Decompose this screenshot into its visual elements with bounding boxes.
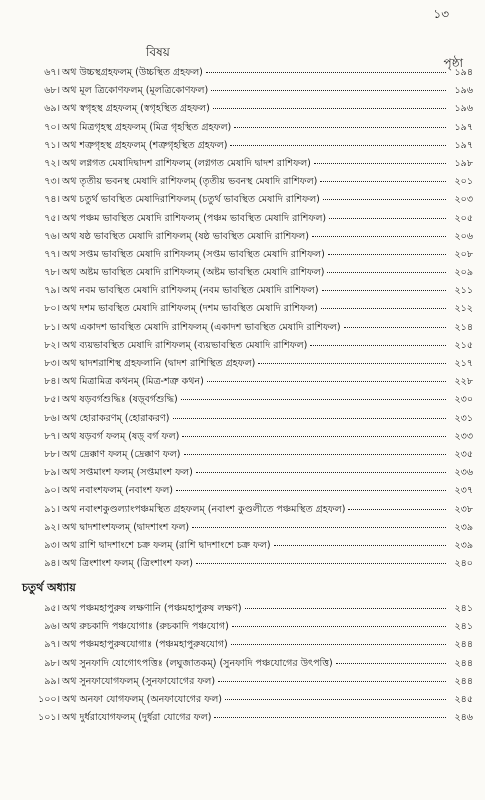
toc-entry bbox=[20, 675, 473, 693]
dot-leader bbox=[327, 272, 446, 273]
dot-leader bbox=[234, 127, 446, 128]
entry-number: ৯২। bbox=[44, 521, 60, 533]
entry-title: অথ একাদশ ভাবস্থিত মেষাদি রাশিফলম্‌ (একাদশ ভাবস্থিত মেষাদি রাশিফল) bbox=[62, 321, 341, 333]
entry-number: ৯০। bbox=[44, 485, 60, 497]
entry-title: অথ সুনফাদি যোগোৎপত্তিঃ (লঘুজাতকম্‌) (সুনফাদি পঞ্চযোগের উৎপত্তি) bbox=[62, 657, 333, 669]
entry-page: ২৪৪ bbox=[454, 657, 473, 669]
entry-page: ২০১ bbox=[454, 176, 473, 188]
dot-leader bbox=[182, 436, 446, 437]
entry-title: অথ ত্রিংশাংশ ফলম্‌ (ত্রিংশাংশ ফল) bbox=[62, 558, 193, 570]
toc-entry bbox=[20, 657, 473, 675]
entry-title: অথ ব্যয়ভাবস্থিত মেষাদি রাশিফলম্‌ (ব্যয়ভাবস্থিত মেষাদি রাশিফল) bbox=[62, 339, 308, 351]
entry-title: অথ মূল ত্রিকোণফলম্‌ (মূলত্রিকোণফল) bbox=[62, 85, 209, 97]
entry-title: অথ দ্বাদশরাশিস্থ গ্রহফলানি (দ্বাদশ রাশিস্থিত গ্রহফল) bbox=[62, 358, 256, 369]
entry-number: ৭৬। bbox=[44, 230, 60, 242]
entry-title: অথ রুচকাদি পঞ্চযোগাঃ (রুচকাদি পঞ্চযোগ) bbox=[62, 621, 229, 633]
entry-title: অথ চতুর্থ ভাবস্থিত মেষাদিরাশিফলম্‌ (চতুর্থ ভাবস্থিত মেষাদি রাশিফল) bbox=[62, 194, 320, 206]
entry-title: অথ ষড়বর্গ ফলম্‌ (ষড়্‌ বর্গ ফল) bbox=[62, 430, 180, 442]
toc-entry bbox=[20, 693, 473, 711]
entry-title: অথ নবম ভাবস্থিত মেষাদি রাশিফলম্‌ (নবম ভাবস্থিত মেষাদি রাশিফল) bbox=[62, 285, 319, 297]
dot-leader bbox=[181, 399, 446, 400]
dot-leader bbox=[274, 545, 446, 546]
entry-number: ৮১। bbox=[44, 321, 60, 333]
entry-page: ২০৮ bbox=[454, 248, 473, 260]
dot-leader bbox=[323, 199, 446, 200]
dot-leader bbox=[232, 626, 446, 627]
dot-leader bbox=[173, 418, 446, 419]
dot-leader bbox=[213, 108, 446, 109]
toc-entry bbox=[20, 393, 473, 411]
entry-page: ২১৭ bbox=[454, 358, 473, 369]
entry-page: ২৪০ bbox=[454, 558, 473, 570]
toc-entry bbox=[20, 157, 473, 175]
dot-leader bbox=[196, 472, 446, 473]
toc-entry bbox=[20, 448, 473, 466]
dot-leader bbox=[206, 72, 446, 73]
toc-entry bbox=[20, 212, 473, 230]
entry-number: ৭৪। bbox=[44, 194, 60, 206]
entry-number: ৮৫। bbox=[44, 394, 60, 406]
toc-entry bbox=[20, 321, 473, 339]
toc-entry bbox=[20, 430, 473, 448]
toc-entry bbox=[20, 711, 473, 729]
entry-title: অথ পঞ্চমহাপুরুষ লক্ষণানি (পঞ্চমহাপুরুষ লক্ষণ) bbox=[62, 603, 242, 614]
toc-entry bbox=[20, 230, 473, 248]
dot-leader bbox=[258, 363, 446, 364]
toc-list-a bbox=[20, 66, 473, 575]
entry-title: অথ স্বগৃহস্থ গ্রহফলম্‌ (স্বগৃহস্থিত গ্রহফল) bbox=[62, 103, 210, 115]
dot-leader bbox=[336, 663, 446, 664]
dot-leader bbox=[348, 509, 446, 510]
entry-number: ৯৬। bbox=[44, 621, 60, 633]
entry-number: ৯৮। bbox=[44, 657, 60, 669]
entry-number: ৬৭। bbox=[44, 67, 60, 78]
entry-page: ২৩৬ bbox=[454, 467, 473, 479]
entry-title: অথ ষষ্ঠ ভাবস্থিত মেষাদি রাশিফলম্‌ (ষষ্ঠ ভাবস্থিত মেষাদি রাশিফল) bbox=[62, 230, 309, 242]
dot-leader bbox=[207, 381, 446, 382]
entry-number: ৭৮। bbox=[44, 267, 60, 279]
entry-title: অথ সুনফাযোগফলম্‌ (সুনফাযোগের ফল) bbox=[62, 675, 216, 687]
dot-leader bbox=[184, 454, 446, 455]
dot-leader bbox=[312, 236, 446, 237]
entry-number: ৮০। bbox=[44, 303, 60, 315]
dot-leader bbox=[225, 699, 446, 700]
entry-number: ৭৭। bbox=[44, 248, 60, 260]
toc-entry bbox=[20, 84, 473, 102]
entry-number: ৯৫। bbox=[44, 603, 60, 614]
header-subject: বিষয় bbox=[146, 45, 170, 59]
toc-entry bbox=[20, 620, 473, 638]
entry-page: ২৩৯ bbox=[454, 521, 473, 533]
entry-title: অথ দুর্ধরাযোগফলম্‌ (দুর্ধরা যোগের ফল) bbox=[62, 712, 212, 724]
entry-number: ৭৩। bbox=[44, 176, 60, 188]
dot-leader bbox=[214, 717, 446, 718]
entry-page: ২০৬ bbox=[454, 230, 473, 242]
entry-page: ২৪১ bbox=[454, 621, 473, 633]
toc-entry bbox=[20, 248, 473, 266]
entry-page: ২৩৫ bbox=[454, 448, 473, 460]
entry-title: অথ ষড়বর্গশুদ্ধিঃ (ষড়্‌বর্গশুদ্ধি) bbox=[62, 394, 178, 406]
toc-entry bbox=[20, 484, 473, 502]
entry-title: অথ লগ্নগত মেষাদিদ্বাদশ রাশিফলম্‌ (লগ্নগত মেষাদি দ্বাদশ রাশিফল) bbox=[62, 157, 311, 169]
entry-title: অথ দ্রেক্কাণ ফলম্‌ (দ্রেক্কাণ ফল) bbox=[62, 448, 181, 460]
dot-leader bbox=[344, 327, 446, 328]
chapter-block bbox=[20, 578, 473, 598]
toc-entry bbox=[20, 557, 473, 575]
entry-title: অথ হোরাকরণম্‌ (হোরাকরণ) bbox=[62, 412, 170, 424]
dot-leader bbox=[245, 608, 446, 609]
entry-number: ১০১। bbox=[38, 712, 60, 724]
entry-title: অথ শত্রুগৃহস্থ গ্রহফলম্‌ (শত্রুগৃহস্থিত গ্রহফল) bbox=[62, 139, 228, 151]
entry-number: ৭৯। bbox=[44, 285, 60, 297]
dot-leader bbox=[218, 681, 446, 682]
toc-entry bbox=[20, 284, 473, 302]
entry-page: ২০৯ bbox=[454, 267, 473, 279]
entry-title: অথ মিত্রগৃহস্থ গ্রহফলম্‌ (মিত্র গৃহস্থিত গ্রহফল) bbox=[62, 121, 232, 133]
page-number: ১৩ bbox=[433, 7, 449, 21]
entry-number: ৮৯। bbox=[44, 467, 60, 479]
dot-leader bbox=[321, 308, 446, 309]
entry-page: ২১৫ bbox=[454, 339, 473, 351]
entry-number: ৭৫। bbox=[44, 212, 60, 224]
entry-page: ২৪৫ bbox=[454, 693, 473, 705]
dot-leader bbox=[211, 90, 446, 91]
entry-page: ২১২ bbox=[454, 303, 473, 315]
entry-page: ১৯৮ bbox=[454, 157, 473, 169]
toc-entry bbox=[20, 139, 473, 157]
entry-page: ১৯৭ bbox=[454, 121, 473, 133]
toc-entry bbox=[20, 266, 473, 284]
dot-leader bbox=[230, 145, 446, 146]
dot-leader bbox=[196, 563, 446, 564]
entry-number: ৯৭। bbox=[44, 639, 60, 651]
dot-leader bbox=[329, 218, 446, 219]
entry-title: অথ রাশি দ্বাদশাংশে চক্র ফলম্‌ (রাশি দ্বাদশাংশে চক্র ফল) bbox=[62, 539, 271, 551]
toc-entry bbox=[20, 602, 473, 620]
entry-page: ২৩০ bbox=[454, 394, 473, 406]
toc-entry bbox=[20, 412, 473, 430]
chapter-heading: চতুর্থ অধ্যায় bbox=[22, 581, 76, 594]
entry-title: অথ সপ্তমাংশ ফলম্‌ (সপ্তমাংশ ফল) bbox=[62, 467, 193, 479]
entry-number: ৮৩। bbox=[44, 358, 60, 369]
entry-title: অথ নবাংশকুণ্ডল্যাংপঞ্চমস্থিত গ্রহফলম্‌ (নবাংশ কুণ্ডলীতে পঞ্চমস্থিত গ্রহফল) bbox=[62, 503, 346, 515]
entry-page: ২৪৬ bbox=[454, 712, 473, 724]
entry-page: ২০৩ bbox=[454, 194, 473, 206]
toc-entry bbox=[20, 193, 473, 211]
dot-leader bbox=[322, 290, 446, 291]
entry-title: অথ উচ্চস্থগ্রহফলম্‌ (উচ্চস্থিত গ্রহফল) bbox=[62, 67, 203, 78]
entry-page: ২৩৩ bbox=[454, 430, 473, 442]
dot-leader bbox=[310, 345, 446, 346]
entry-number: ৮৮। bbox=[44, 448, 60, 460]
toc-entry bbox=[20, 375, 473, 393]
entry-number: ৭১। bbox=[44, 139, 60, 151]
dot-leader bbox=[320, 181, 446, 182]
entry-number: ৯৪। bbox=[44, 558, 60, 570]
entry-page: ২৩৯ bbox=[454, 539, 473, 551]
entry-title: অথ পঞ্চমহাপুরুষযোগাঃ (পঞ্চমহাপুরুষযোগ) bbox=[62, 639, 228, 651]
toc-entry bbox=[20, 121, 473, 139]
toc-entry bbox=[20, 339, 473, 357]
toc-entry bbox=[20, 302, 473, 320]
entry-number: ৭২। bbox=[44, 157, 60, 169]
dot-leader bbox=[192, 527, 446, 528]
toc-entry bbox=[20, 357, 473, 375]
entry-number: ৬৮। bbox=[44, 85, 60, 97]
entry-title: অথ সপ্তম ভাবস্থিত মেষাদি রাশিফলম্‌ (সপ্তম ভাবস্থিত মেষাদি রাশিফল) bbox=[62, 248, 325, 260]
entry-number: ৯৯। bbox=[44, 675, 60, 687]
toc-entry bbox=[20, 503, 473, 521]
entry-page: ২৩৮ bbox=[454, 503, 473, 515]
entry-number: ৮২। bbox=[44, 339, 60, 351]
entry-number: ৮৪। bbox=[44, 376, 60, 388]
toc-entry bbox=[20, 66, 473, 84]
toc-entry bbox=[20, 638, 473, 656]
dot-leader bbox=[176, 490, 446, 491]
entry-number: ১০০। bbox=[38, 693, 60, 705]
dot-leader bbox=[328, 254, 446, 255]
toc-entry bbox=[20, 521, 473, 539]
entry-page: ২১৪ bbox=[454, 321, 473, 333]
entry-page: ১৯৭ bbox=[454, 139, 473, 151]
entry-title: অথ মিত্রামিত্র কথনম্‌ (মিত্র-শত্রু কথন) bbox=[62, 376, 204, 388]
entry-title: অথ পঞ্চম ভাবস্থিত মেষাদি রাশিফলম্‌ (পঞ্চম ভাবস্থিত মেষাদি রাশিফল) bbox=[62, 212, 327, 224]
entry-number: ৭০। bbox=[44, 121, 60, 133]
dot-leader bbox=[314, 163, 446, 164]
entry-title: অথ দশম ভাবস্থিত মেষাদি রাশিফলম্‌ (দশম ভাবস্থিত মেষাদি রাশিফল) bbox=[62, 303, 318, 315]
entry-page: ২০৫ bbox=[454, 212, 473, 224]
entry-page: ২৩৭ bbox=[454, 485, 473, 497]
toc-entry bbox=[20, 466, 473, 484]
entry-page: ১৯৪ bbox=[454, 67, 473, 78]
entry-page: ২৩১ bbox=[454, 412, 473, 424]
toc-entry bbox=[20, 102, 473, 120]
entry-title: অথ অষ্টম ভাবস্থিত মেষাদি রাশিফলম্‌ (অষ্টম ভাবস্থিত মেষাদি রাশিফল) bbox=[62, 267, 325, 279]
entry-title: অথ অনফা যোগফলম্‌ (অনফাযোগের ফল) bbox=[62, 693, 223, 705]
entry-number: ৯১। bbox=[44, 503, 60, 515]
toc-list-b bbox=[20, 602, 473, 729]
toc-entry bbox=[20, 175, 473, 193]
dot-leader bbox=[231, 644, 446, 645]
entry-number: ৬৯। bbox=[44, 103, 60, 115]
entry-page: ২৪৪ bbox=[454, 639, 473, 651]
entry-page: ২২৮ bbox=[454, 376, 473, 388]
entry-title: অথ নবাংশফলম্‌ (নবাংশ ফল) bbox=[62, 485, 174, 497]
toc-entry bbox=[20, 539, 473, 557]
entry-title: অথ দ্বাদশাংশফলম্‌ (দ্বাদশাংশ ফল) bbox=[62, 521, 190, 533]
entry-number: ৮৬। bbox=[44, 412, 60, 424]
entry-title: অথ তৃতীয় ভবনস্থ মেষাদি রাশিফলম্‌ (তৃতীয় ভবনস্থ মেষাদি রাশিফল) bbox=[62, 176, 318, 188]
entry-page: ১৯৬ bbox=[454, 85, 473, 97]
entry-page: ২৪১ bbox=[454, 603, 473, 614]
header-page: পৃষ্ঠা bbox=[443, 56, 463, 70]
entry-page: ২৪৪ bbox=[454, 675, 473, 687]
entry-page: ২১১ bbox=[454, 285, 473, 297]
entry-number: ৯৩। bbox=[44, 539, 60, 551]
entry-page: ১৯৬ bbox=[454, 103, 473, 115]
entry-number: ৮৭। bbox=[44, 430, 60, 442]
